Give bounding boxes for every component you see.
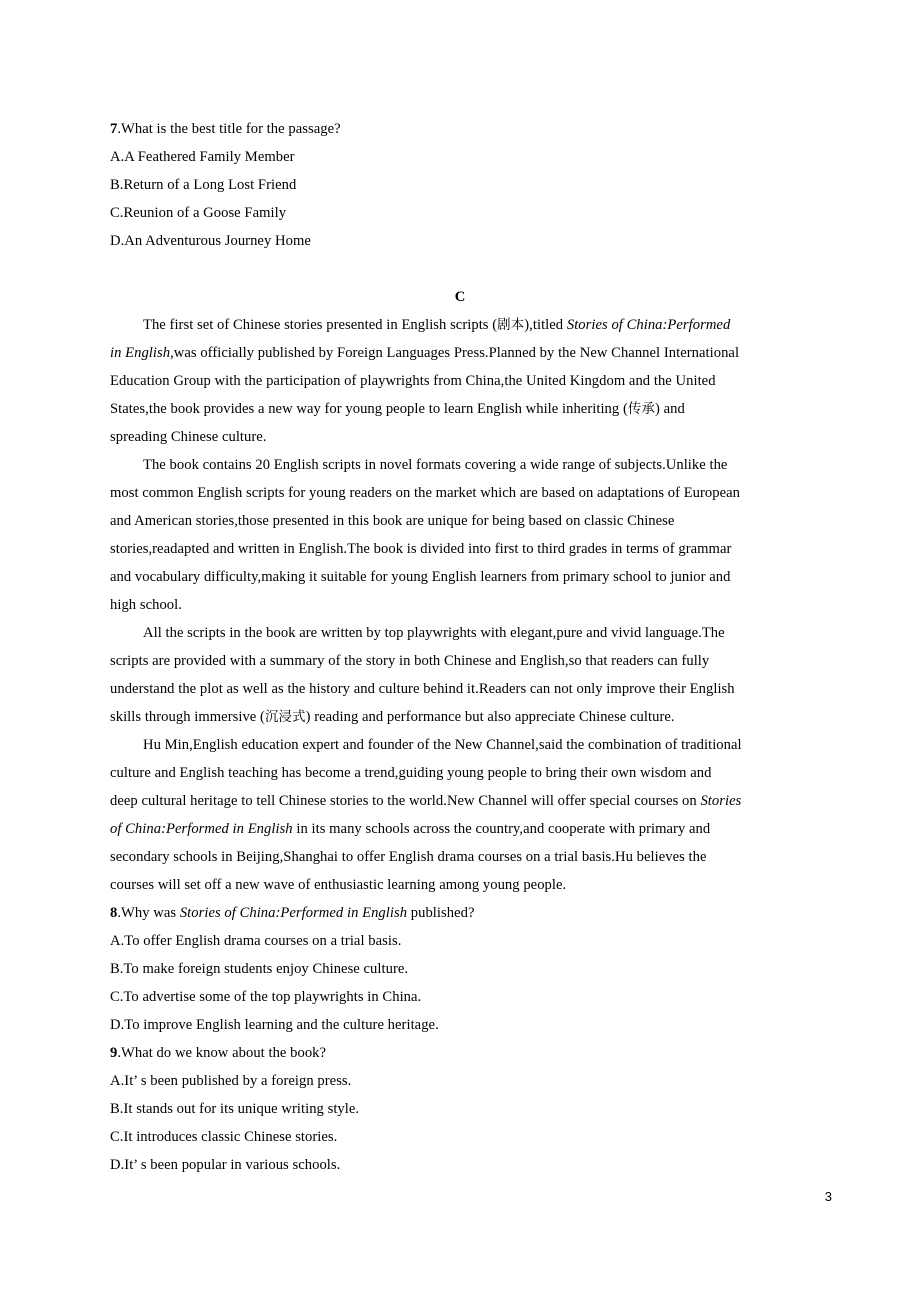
question-7-stem: [110, 115, 810, 143]
question-7-option-d: D.An Adventurous Journey Home: [110, 233, 311, 249]
section-heading-c: C: [454, 289, 466, 305]
p1-l1-text-b: ),titled: [524, 317, 567, 333]
paragraph-4-line-5: secondary schools in Beijing,Shanghai to offer English drama courses on a trial basis.Hu believes the: [110, 849, 707, 865]
p1-l1-book-title: Stories of China:Performed: [566, 317, 731, 333]
question-8-stem: [110, 899, 810, 927]
p4-l4-text: in its many schools across the country,and cooperate with primary and: [292, 821, 711, 837]
paragraph-4-line-6: courses will set off a new wave of enthusiastic learning among young people.: [110, 877, 567, 893]
p3-l4-text-b: ) reading and performance but also appreciate Chinese culture.: [305, 709, 675, 725]
paragraph-1-line-5: spreading Chinese culture.: [110, 429, 267, 445]
question-9-option-a: A.It’ s been published by a foreign press.: [110, 1073, 352, 1089]
question-7-stem-text: .What is the best title for the passage?: [117, 121, 341, 137]
paragraph-1-line-4: [110, 395, 810, 423]
p4-l3-text: deep cultural heritage to tell Chinese stories to the world.New Channel will offer special courses on: [110, 793, 701, 809]
paragraph-3-line-2: scripts are provided with a summary of the story in both Chinese and English,so that readers can fully: [110, 653, 710, 669]
paragraph-2-line-6: high school.: [110, 597, 182, 613]
paragraph-2-line-3: and American stories,those presented in this book are unique for being based on classic Chinese: [110, 513, 675, 529]
spacer: [110, 255, 810, 283]
paragraph-1-line-2: [110, 339, 810, 367]
question-8-option-a: A.To offer English drama courses on a trial basis.: [110, 933, 402, 949]
page-number: 3: [824, 1189, 832, 1204]
p1-l4-text-b: ) and: [654, 401, 685, 417]
p1-l1-cjk: 剧本: [497, 317, 525, 333]
paragraph-2-line-1: The book contains 20 English scripts in novel formats covering a wide range of subjects.Unlike the: [143, 457, 728, 473]
p1-l2-text: ,was officially published by Foreign Languages Press.Planned by the New Channel International: [170, 345, 740, 361]
paragraph-2-line-2: most common English scripts for young readers on the market which are based on adaptations of European: [110, 485, 741, 501]
question-9-option-d: D.It’ s been popular in various schools.: [110, 1157, 341, 1173]
p1-l1-text-a: The first set of Chinese stories presented in English scripts (: [143, 317, 498, 333]
question-7-option-c: C.Reunion of a Goose Family: [110, 205, 287, 221]
question-8-number: 8: [110, 905, 118, 921]
question-9-option-b: B.It stands out for its unique writing style.: [110, 1101, 360, 1117]
question-9-stem-text: .What do we know about the book?: [117, 1045, 327, 1061]
page-content: [110, 115, 810, 1179]
paragraph-4-line-3: [110, 787, 810, 815]
p4-l3-book-title: Stories: [700, 793, 742, 809]
p1-l2-book-title: in English: [110, 345, 171, 361]
paragraph-4-line-1: Hu Min,English education expert and founder of the New Channel,said the combination of traditional: [143, 737, 742, 753]
p1-l4-text-a: States,the book provides a new way for young people to learn English while inheriting (: [110, 401, 628, 417]
paragraph-1-line-3: Education Group with the participation of playwrights from China,the United Kingdom and the United: [110, 373, 716, 389]
paragraph-4-line-2: culture and English teaching has become a trend,guiding young people to bring their own wisdom and: [110, 765, 712, 781]
question-9-number: 9: [110, 1045, 118, 1061]
q8-stem-prefix: .Why was: [117, 905, 180, 921]
p3-l4-cjk: 沉浸式: [264, 709, 306, 725]
q8-stem-suffix: published?: [407, 905, 475, 921]
question-9-stem: [110, 1039, 810, 1067]
paragraph-3-line-1: All the scripts in the book are written by top playwrights with elegant,pure and vivid language.The: [143, 625, 725, 641]
question-7-number: 7: [110, 121, 118, 137]
paragraph-2-line-5: and vocabulary difficulty,making it suitable for young English learners from primary school to junior and: [110, 569, 731, 585]
paragraph-1-line-1: [110, 311, 810, 339]
q8-book-title: Stories of China:Performed in English: [179, 905, 408, 921]
question-7-option-a: A.A Feathered Family Member: [110, 149, 295, 165]
p4-l4-book-title: of China:Performed in English: [110, 821, 293, 837]
question-8-option-d: D.To improve English learning and the culture heritage.: [110, 1017, 439, 1033]
paragraph-3-line-4: [110, 703, 810, 731]
question-8-option-b: B.To make foreign students enjoy Chinese culture.: [110, 961, 409, 977]
question-8-option-c: C.To advertise some of the top playwrights in China.: [110, 989, 422, 1005]
paragraph-4-line-4: [110, 815, 810, 843]
question-9-option-c: C.It introduces classic Chinese stories.: [110, 1129, 338, 1145]
paragraph-3-line-3: understand the plot as well as the history and culture behind it.Readers can not only improve their English: [110, 681, 735, 697]
question-7-option-b: B.Return of a Long Lost Friend: [110, 177, 297, 193]
paragraph-2-line-4: stories,readapted and written in English.The book is divided into first to third grades in terms of grammar: [110, 541, 732, 557]
p1-l4-cjk: 传承: [627, 401, 655, 417]
p3-l4-text-a: skills through immersive (: [110, 709, 265, 725]
